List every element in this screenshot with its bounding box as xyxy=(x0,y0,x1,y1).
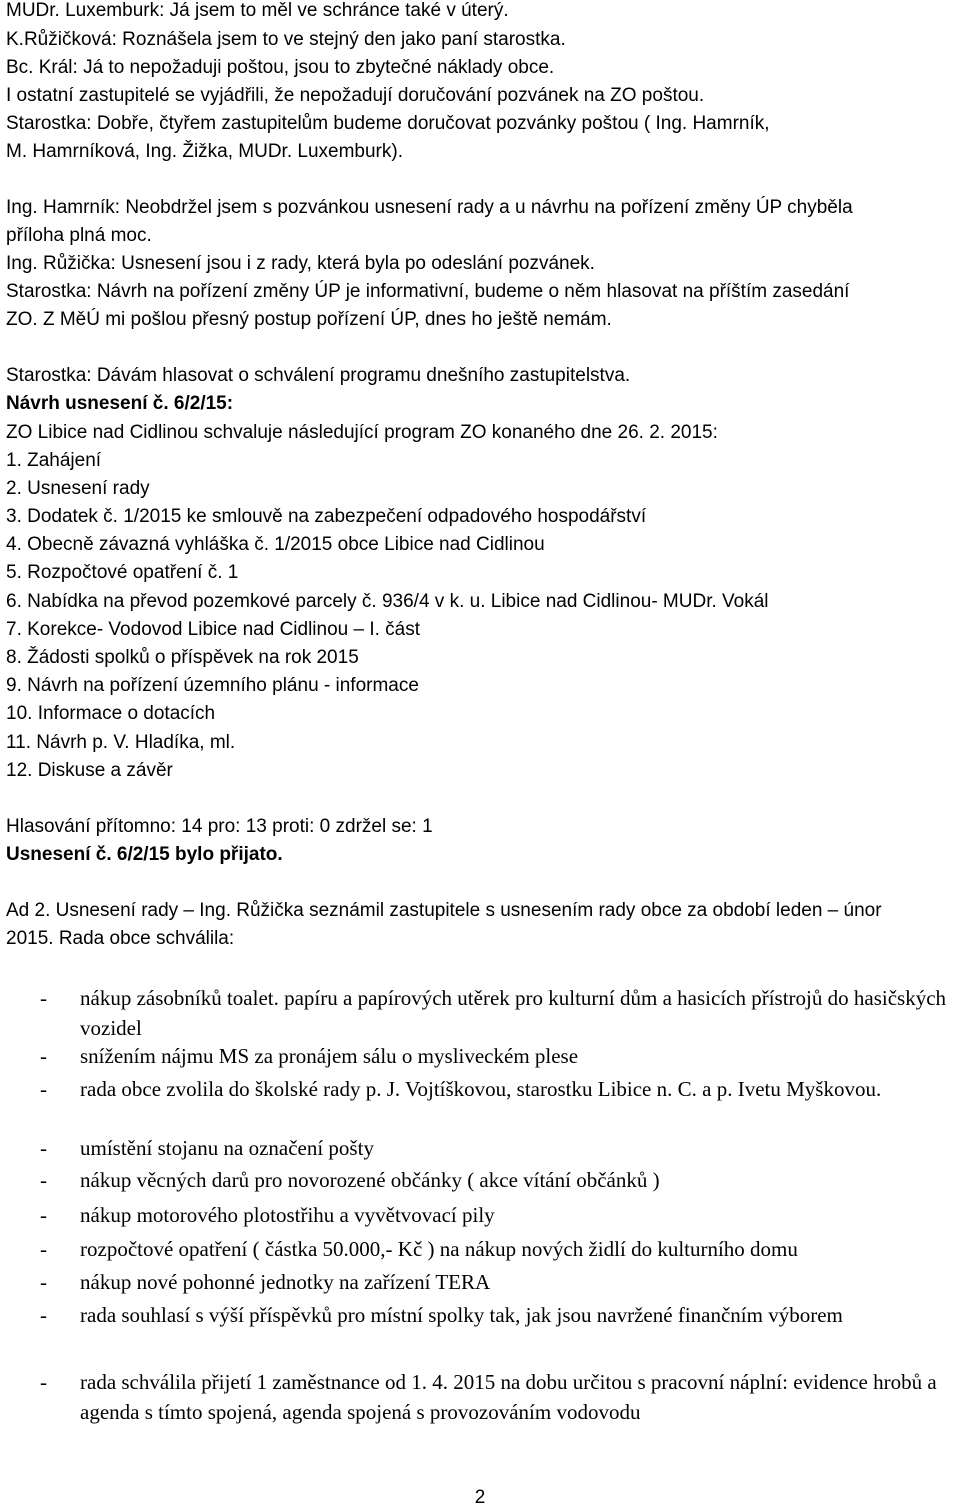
program-item-5: 5. Rozpočtové opatření č. 1 xyxy=(6,562,239,583)
resolution-label: Návrh usnesení č. 6/2/15: xyxy=(6,393,234,414)
paragraph-ostatni: I ostatní zastupitelé se vyjádřili, že nepožadují doručování pozvánek na ZO poštou. xyxy=(6,85,705,106)
council-item-9: rada souhlasí s výší příspěvků pro místní spolky tak, jak jsou navržené finančním výborem xyxy=(80,1303,843,1327)
resolution-text: ZO Libice nad Cidlinou schvaluje následující program ZO konaného dne 26. 2. 2015: xyxy=(6,422,718,443)
paragraph-ruzickova: K.Růžičková: Roznášela jsem to ve stejný den jako paní starostka. xyxy=(6,29,566,50)
list-dash: - xyxy=(40,1168,47,1192)
program-item-7: 7. Korekce- Vodovod Libice nad Cidlinou – I. část xyxy=(6,619,421,640)
paragraph-luxemburk: MUDr. Luxemburk: Já jsem to měl ve schránce také v úterý. xyxy=(6,0,509,21)
vote-result: Usnesení č. 6/2/15 bylo přijato. xyxy=(6,844,283,865)
list-dash: - xyxy=(40,1270,47,1294)
list-dash: - xyxy=(40,1237,47,1261)
list-dash: - xyxy=(40,1370,47,1394)
list-dash: - xyxy=(40,986,47,1010)
paragraph-starostka-3: Starostka: Dávám hlasovat o schválení programu dnešního zastupitelstva. xyxy=(6,365,631,386)
list-dash: - xyxy=(40,1303,47,1327)
council-item-10: rada schválila přijetí 1 zaměstnance od 1. 4. 2015 na dobu určitou s pracovní náplní: evidence hrobů a agenda s tímto spojená, agenda spojená s provozováním vodovodu xyxy=(80,1370,937,1424)
program-item-12: 12. Diskuse a závěr xyxy=(6,760,173,781)
program-item-10: 10. Informace o dotacích xyxy=(6,703,216,724)
vote-line: Hlasování přítomno: 14 pro: 13 proti: 0 zdržel se: 1 xyxy=(6,816,433,837)
program-item-4: 4. Obecně závazná vyhláška č. 1/2015 obce Libice nad Cidlinou xyxy=(6,534,545,555)
ad2-line-2: 2015. Rada obce schválila: xyxy=(6,928,235,949)
council-item-2: snížením nájmu MS za pronájem sálu o mysliveckém plese xyxy=(80,1044,579,1068)
program-item-2: 2. Usnesení rady xyxy=(6,478,150,499)
paragraph-ruzicka: Ing. Růžička: Usnesení jsou i z rady, která byla po odeslání pozvánek. xyxy=(6,253,595,274)
paragraph-starostka-2a: Starostka: Návrh na pořízení změny ÚP je informativní, budeme o něm hlasovat na příštím zasedání xyxy=(6,281,850,302)
council-item-7: rozpočtové opatření ( částka 50.000,- Kč ) na nákup nových židlí do kulturního domu xyxy=(80,1237,798,1261)
council-item-1: nákup zásobníků toalet. papíru a papírových utěrek pro kulturní dům a hasicích přístrojů do hasičských vozidel xyxy=(80,986,947,1040)
paragraph-starostka-1b: M. Hamrníková, Ing. Žižka, MUDr. Luxemburk). xyxy=(6,141,403,162)
council-item-3: rada obce zvolila do školské rady p. J. Vojtíškovou, starostku Libice n. C. a p. Ivetu Myškovou. xyxy=(80,1077,882,1101)
council-item-5: nákup věcných darů pro novorozené občánky ( akce vítání občánků ) xyxy=(80,1168,660,1192)
paragraph-starostka-1a: Starostka: Dobře, čtyřem zastupitelům budeme doručovat pozvánky poštou ( Ing. Hamrník, xyxy=(6,113,770,134)
council-item-8: nákup nové pohonné jednotky na zařízení TERA xyxy=(80,1270,491,1294)
list-dash: - xyxy=(40,1077,47,1101)
council-item-4: umístění stojanu na označení pošty xyxy=(80,1136,374,1160)
program-item-3: 3. Dodatek č. 1/2015 ke smlouvě na zabezpečení odpadového hospodářství xyxy=(6,506,647,527)
program-item-9: 9. Návrh na pořízení územního plánu - informace xyxy=(6,675,419,696)
list-dash: - xyxy=(40,1044,47,1068)
council-item-6: nákup motorového plotostřihu a vyvětvovací pily xyxy=(80,1203,495,1227)
program-item-6: 6. Nabídka na převod pozemkové parcely č. 936/4 v k. u. Libice nad Cidlinou- MUDr. Vokál xyxy=(6,591,769,612)
program-item-8: 8. Žádosti spolků o příspěvek na rok 2015 xyxy=(6,647,359,668)
paragraph-hamrnik-b: příloha plná moc. xyxy=(6,225,152,246)
paragraph-kral: Bc. Král: Já to nepožaduji poštou, jsou to zbytečné náklady obce. xyxy=(6,57,555,78)
paragraph-hamrnik-a: Ing. Hamrník: Neobdržel jsem s pozvánkou usnesení rady a u návrhu na pořízení změny ÚP chyběla xyxy=(6,197,853,218)
page-number: 2 xyxy=(474,1487,486,1508)
ad2-line-1: Ad 2. Usnesení rady – Ing. Růžička seznámil zastupitele s usnesením rady obce za období leden – únor xyxy=(6,900,882,921)
list-dash: - xyxy=(40,1203,47,1227)
program-item-1: 1. Zahájení xyxy=(6,450,102,471)
program-item-11: 11. Návrh p. V. Hladíka, ml. xyxy=(6,732,236,753)
list-dash: - xyxy=(40,1136,47,1160)
paragraph-starostka-2b: ZO. Z MěÚ mi pošlou přesný postup pořízení ÚP, dnes ho ještě nemám. xyxy=(6,309,612,330)
